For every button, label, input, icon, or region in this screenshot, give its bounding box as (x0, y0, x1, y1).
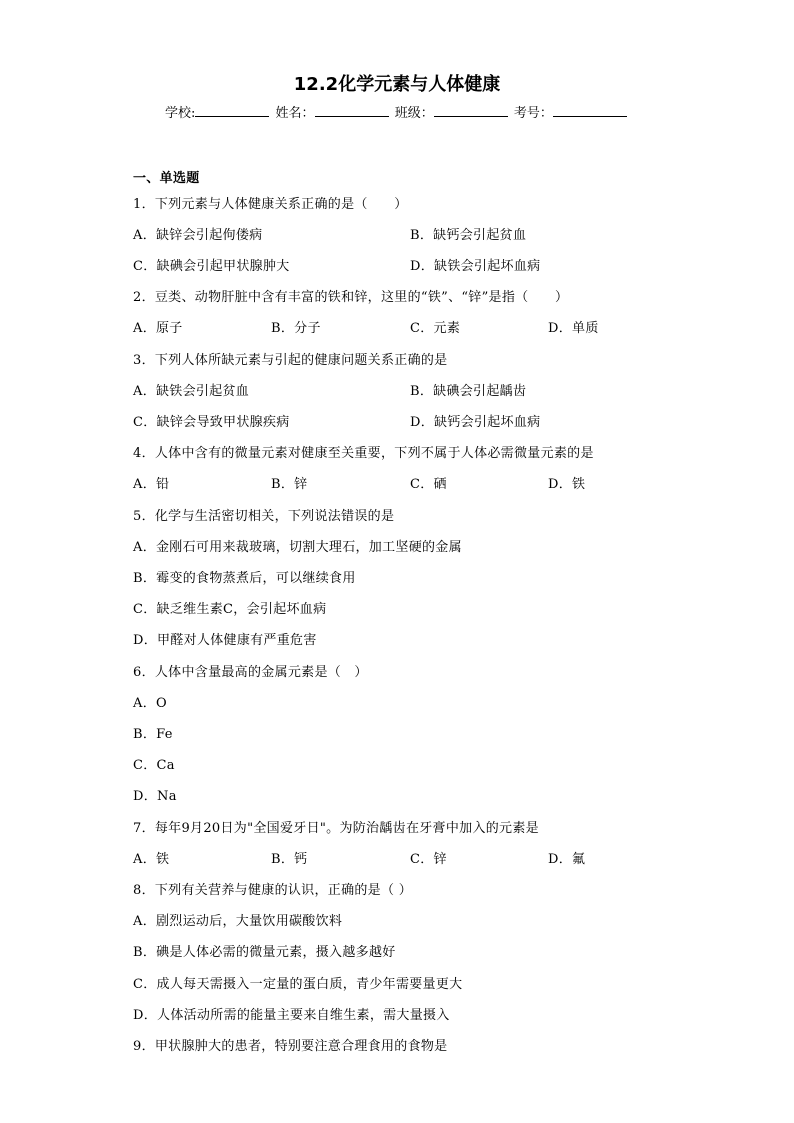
option-a: A．原子 (133, 321, 183, 336)
option-c: C．元素 (410, 321, 461, 336)
question-stem: 6．人体中含量最高的金属元素是（ ） (133, 665, 368, 680)
question-stem: 8．下列有关营养与健康的认识，正确的是（ ） (133, 883, 413, 898)
option-b: B．钙 (271, 852, 308, 867)
question-stem: 9．甲状腺肿大的患者，特别要注意合理食用的食物是 (133, 1039, 448, 1054)
class-blank[interactable] (434, 104, 508, 117)
option-a: A．O (133, 696, 167, 711)
school-label: 学校: (165, 106, 196, 121)
option-a: A．铅 (133, 477, 170, 492)
option-c: C．缺锌会导致甲状腺疾病 (133, 415, 290, 430)
option-b: B．霉变的食物蒸煮后，可以继续食用 (133, 571, 356, 586)
option-a: A．剧烈运动后，大量饮用碳酸饮料 (133, 914, 343, 929)
option-d: D．缺铁会引起坏血病 (410, 259, 541, 274)
option-a: A．金刚石可用来裁玻璃，切割大理石，加工坚硬的金属 (133, 540, 462, 555)
option-d: D．铁 (548, 477, 586, 492)
student-info-row (165, 102, 629, 121)
option-d: D．氟 (548, 852, 586, 867)
option-c: C．成人每天需摄入一定量的蛋白质，青少年需要量更大 (133, 977, 463, 992)
section-title: 一、单选题 (133, 171, 200, 186)
option-b: B．分子 (271, 321, 321, 336)
exam-number-blank[interactable] (553, 104, 627, 117)
option-a: A．缺铁会引起贫血 (133, 384, 250, 399)
option-a: A．缺锌会引起佝偻病 (133, 228, 263, 243)
option-d: D．甲醛对人体健康有严重危害 (133, 633, 317, 648)
name-label: 姓名： (275, 106, 315, 121)
option-d: D．缺钙会引起坏血病 (410, 415, 541, 430)
question-stem: 7．每年9月20日为"全国爱牙日"。为防治龋齿在牙膏中加入的元素是 (133, 821, 539, 836)
option-b: B．Fe (133, 727, 173, 742)
option-a: A．铁 (133, 852, 170, 867)
option-c: C．缺乏维生素C，会引起坏血病 (133, 602, 327, 617)
question-stem: 1．下列元素与人体健康关系正确的是（ ） (133, 197, 408, 212)
option-b: B．缺碘会引起龋齿 (410, 384, 527, 399)
question-stem: 2．豆类、动物肝脏中含有丰富的铁和锌，这里的“铁”、“锌”是指（ ） (133, 290, 569, 305)
school-blank[interactable] (195, 104, 269, 117)
option-b: B．碘是人体必需的微量元素，摄入越多越好 (133, 945, 396, 960)
option-c: C．Ca (133, 758, 175, 773)
option-c: C．锌 (410, 852, 447, 867)
exam-number-label: 考号： (513, 106, 553, 121)
option-d: D．单质 (548, 321, 599, 336)
class-label: 班级： (394, 106, 434, 121)
option-d: D．Na (133, 789, 177, 804)
question-stem: 3．下列人体所缺元素与引起的健康问题关系正确的是 (133, 353, 448, 368)
option-c: C．硒 (410, 477, 447, 492)
question-stem: 5．化学与生活密切相关，下列说法错误的是 (133, 509, 395, 524)
option-c: C．缺碘会引起甲状腺肿大 (133, 259, 290, 274)
page-title: 12.2化学元素与人体健康 (293, 74, 501, 95)
option-d: D．人体活动所需的能量主要来自维生素，需大量摄入 (133, 1008, 450, 1023)
question-stem: 4．人体中含有的微量元素对健康至关重要，下列不属于人体必需微量元素的是 (133, 446, 594, 461)
option-b: B．锌 (271, 477, 308, 492)
name-blank[interactable] (315, 104, 389, 117)
option-b: B．缺钙会引起贫血 (410, 228, 527, 243)
